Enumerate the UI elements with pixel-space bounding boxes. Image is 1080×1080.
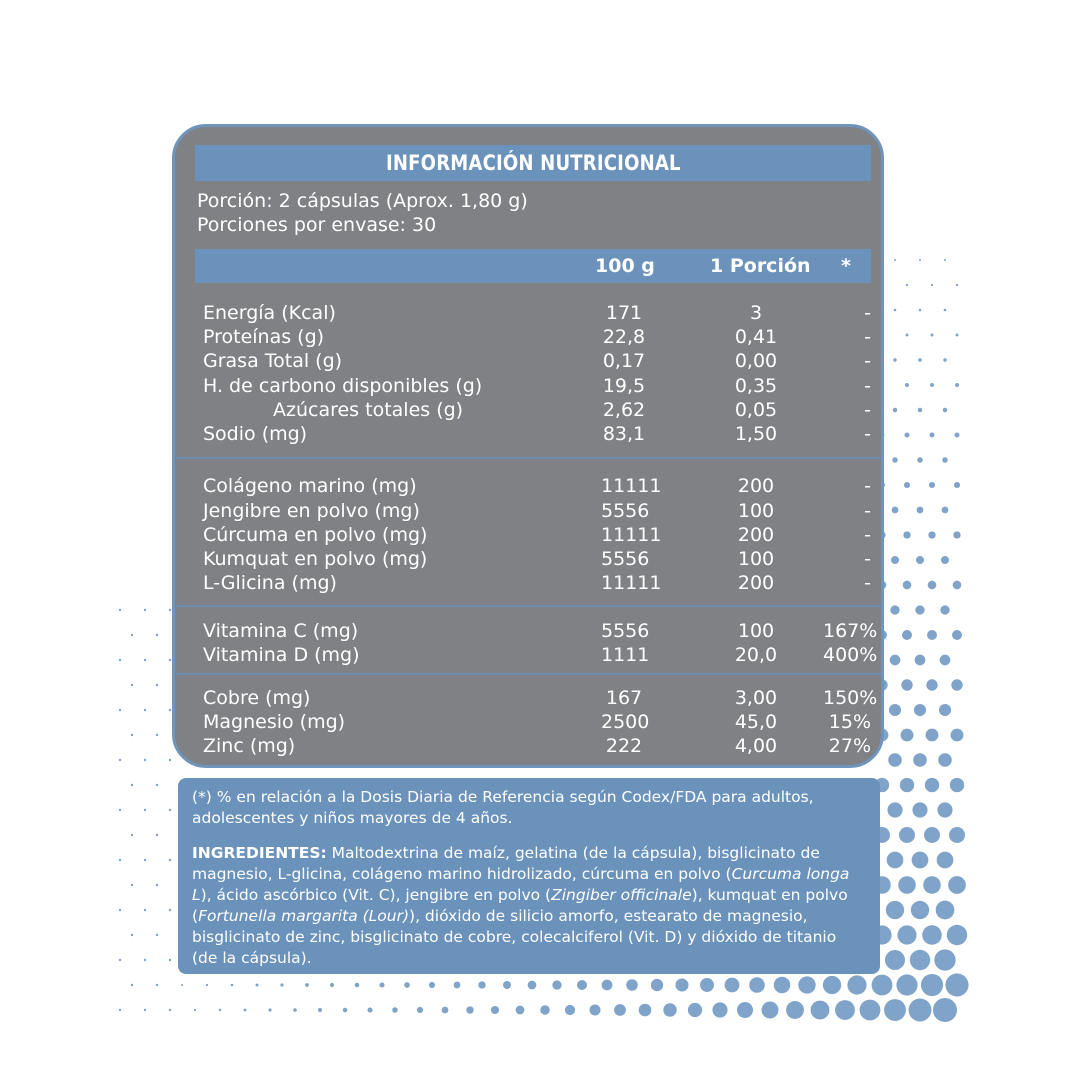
halftone-dot	[119, 609, 121, 611]
halftone-dot	[956, 284, 958, 286]
halftone-dot	[725, 978, 740, 993]
nutrient-name: Cúrcuma en polvo (mg)	[203, 524, 428, 546]
halftone-dot	[478, 981, 485, 988]
value-daily-percent: -	[864, 326, 871, 348]
halftone-dot	[119, 909, 121, 911]
halftone-dot	[503, 981, 511, 989]
halftone-dot	[910, 950, 930, 970]
section-divider	[175, 605, 884, 607]
halftone-dot	[930, 383, 934, 387]
halftone-dot	[925, 778, 939, 792]
halftone-dot	[890, 655, 901, 666]
halftone-dot	[330, 983, 334, 987]
halftone-dot	[918, 358, 921, 361]
table-row	[175, 710, 884, 734]
halftone-dot	[923, 876, 941, 894]
table-row	[175, 301, 884, 325]
halftone-dot	[169, 909, 171, 911]
value-per-100g: 11111	[601, 524, 662, 546]
ingredients-text: ), kumquat en polvo (	[192, 886, 848, 925]
table-header	[195, 249, 871, 283]
halftone-dot	[927, 630, 937, 640]
halftone-dot	[896, 974, 917, 995]
value-daily-percent: -	[864, 572, 871, 594]
halftone-dot	[903, 581, 912, 590]
halftone-dot	[156, 734, 158, 736]
halftone-dot	[675, 978, 688, 991]
halftone-dot	[131, 884, 133, 886]
halftone-dot	[169, 809, 171, 811]
value-daily-percent: 15%	[828, 711, 871, 733]
halftone-dot	[169, 859, 171, 861]
nutrient-name: H. de carbono disponibles (g)	[203, 375, 483, 397]
table-row	[175, 374, 884, 398]
table-row	[175, 619, 884, 643]
table-row	[175, 547, 884, 571]
halftone-dot	[144, 609, 146, 611]
value-daily-percent: 27%	[828, 735, 871, 757]
portion-info	[197, 189, 528, 237]
title-bar	[195, 145, 871, 181]
halftone-dot	[798, 976, 815, 993]
halftone-dot	[929, 482, 935, 488]
halftone-dot	[144, 809, 146, 811]
halftone-dot	[905, 383, 909, 387]
halftone-dot	[700, 978, 714, 992]
nutrient-name: Zinc (mg)	[203, 735, 296, 757]
halftone-dot	[131, 984, 133, 986]
halftone-dot	[922, 925, 942, 945]
halftone-dot	[939, 704, 951, 716]
nutrient-name: Kumquat en polvo (mg)	[203, 548, 428, 570]
halftone-dot	[892, 507, 899, 514]
halftone-dot	[688, 1003, 702, 1017]
halftone-dot	[552, 980, 561, 989]
halftone-dot	[893, 408, 897, 412]
halftone-dot	[156, 634, 158, 636]
halftone-dot	[156, 934, 158, 936]
halftone-dot	[952, 630, 962, 640]
value-daily-percent: -	[864, 475, 871, 497]
nutrient-name: Magnesio (mg)	[203, 711, 346, 733]
halftone-dot	[948, 876, 966, 894]
halftone-dot	[894, 309, 897, 312]
value-per-portion: 200	[737, 475, 775, 497]
nutrient-name: Colágeno marino (mg)	[203, 475, 417, 497]
halftone-dot	[280, 983, 283, 986]
value-per-100g: 222	[605, 735, 643, 757]
halftone-dot	[169, 959, 171, 961]
halftone-dot	[823, 976, 841, 994]
halftone-dot	[947, 925, 967, 945]
halftone-dot	[951, 729, 964, 742]
halftone-dot	[917, 457, 923, 463]
halftone-dot	[577, 980, 587, 990]
value-per-portion: 1,50	[734, 423, 778, 445]
halftone-dot	[919, 259, 921, 261]
halftone-dot	[119, 859, 121, 861]
value-per-portion: 20,0	[734, 644, 778, 666]
halftone-dot	[156, 984, 158, 986]
halftone-dot	[131, 934, 133, 936]
value-per-portion: 100	[737, 620, 775, 642]
halftone-dot	[913, 753, 927, 767]
halftone-dot	[206, 984, 208, 986]
value-per-portion: 100	[737, 548, 775, 570]
servings-per-container: Porciones por envase: 30	[197, 214, 437, 236]
halftone-dot	[901, 679, 912, 690]
halftone-dot	[893, 358, 896, 361]
value-daily-percent: 400%	[823, 644, 878, 666]
halftone-dot	[894, 259, 896, 261]
halftone-dot	[318, 1008, 322, 1012]
halftone-dot	[835, 1000, 855, 1020]
halftone-dot	[169, 659, 171, 661]
halftone-dot	[900, 778, 914, 792]
value-per-100g: 5556	[601, 500, 650, 522]
halftone-dot	[144, 959, 146, 961]
halftone-dot	[268, 1008, 271, 1011]
halftone-dot	[131, 784, 133, 786]
halftone-dot	[244, 1009, 247, 1012]
table-row	[175, 499, 884, 523]
halftone-dot	[898, 876, 916, 894]
halftone-dot	[892, 457, 898, 463]
nutrient-name: Cobre (mg)	[203, 687, 311, 709]
value-daily-percent: -	[864, 350, 871, 372]
halftone-dot	[737, 1002, 753, 1018]
table-row	[175, 474, 884, 498]
halftone-dot	[942, 507, 949, 514]
value-per-portion: 4,00	[734, 735, 778, 757]
table-row	[175, 422, 884, 446]
value-per-100g: 171	[605, 302, 643, 324]
ingredients	[192, 843, 866, 969]
value-per-portion: 0,05	[734, 399, 778, 421]
halftone-dot	[904, 482, 910, 488]
halftone-dot	[156, 834, 158, 836]
section-divider	[175, 457, 884, 459]
table-row	[175, 734, 884, 758]
halftone-dot	[651, 979, 663, 991]
nutrition-title: INFORMACIÓN NUTRICIONAL	[385, 151, 681, 175]
halftone-dot	[786, 1001, 804, 1019]
halftone-dot	[909, 999, 932, 1022]
value-daily-percent: 167%	[823, 620, 878, 642]
halftone-dot	[951, 679, 962, 690]
table-row	[175, 325, 884, 349]
halftone-dot	[540, 1005, 549, 1014]
halftone-dot	[663, 1003, 676, 1016]
halftone-dot	[955, 383, 959, 387]
halftone-dot	[144, 859, 146, 861]
halftone-dot	[905, 433, 910, 438]
ingredients-latin-name: Curcuma longa L	[192, 865, 850, 904]
halftone-dot	[955, 433, 960, 438]
halftone-dot	[144, 709, 146, 711]
halftone-dot	[897, 925, 916, 944]
value-per-portion: 200	[737, 572, 775, 594]
nutrient-name: Energía (Kcal)	[203, 302, 336, 324]
value-per-100g: 11111	[601, 475, 662, 497]
halftone-dot	[131, 734, 133, 736]
halftone-dot	[931, 284, 933, 286]
halftone-dot	[639, 1004, 652, 1017]
halftone-dot	[933, 998, 957, 1022]
halftone-dot	[902, 630, 912, 640]
halftone-dot	[293, 1008, 297, 1012]
nutrient-name: Jengibre en polvo (mg)	[203, 500, 420, 522]
halftone-dot	[712, 1002, 727, 1017]
halftone-dot	[119, 809, 121, 811]
halftone-dot	[915, 605, 924, 614]
halftone-dot	[943, 358, 946, 361]
ingredients-text: ), dióxido de silicio amorfo, estearato de magnesio, bisglicinato de zinc, bisglicinato de cobre, colecalciferol (Vit. D) y dióxido de titanio (de la cápsula).	[192, 907, 837, 967]
halftone-dot	[924, 827, 940, 843]
halftone-dot	[953, 581, 962, 590]
col-header-100g: 100 g	[595, 255, 655, 277]
halftone-dot	[404, 982, 410, 988]
halftone-dot	[774, 977, 790, 993]
halftone-dot	[930, 433, 935, 438]
value-daily-percent: -	[864, 524, 871, 546]
nutrient-name: Proteínas (g)	[203, 326, 325, 348]
halftone-dot	[169, 609, 171, 611]
halftone-dot	[231, 984, 234, 987]
halftone-dot	[944, 259, 946, 261]
value-per-100g: 2500	[601, 711, 650, 733]
halftone-dot	[392, 1007, 398, 1013]
col-header-portion: 1 Porción	[710, 255, 811, 277]
halftone-dot	[119, 1009, 121, 1011]
ingredients-label: INGREDIENTES:	[192, 844, 327, 862]
value-daily-percent: -	[864, 548, 871, 570]
halftone-dot	[169, 1009, 171, 1011]
value-daily-percent: -	[864, 500, 871, 522]
table-row	[175, 349, 884, 373]
value-per-100g: 167	[605, 687, 643, 709]
halftone-dot	[131, 834, 133, 836]
halftone-dot	[912, 852, 929, 869]
halftone-dot	[379, 982, 384, 987]
halftone-dot	[901, 729, 914, 742]
table-row	[175, 686, 884, 710]
footnote: (*) % en relación a la Dosis Diaria de Referencia según Codex/FDA para adultos, adolescentes y niños mayores de 4 años.	[192, 788, 814, 827]
halftone-dot	[949, 827, 965, 843]
halftone-dot	[931, 334, 934, 337]
halftone-dot	[937, 852, 954, 869]
halftone-dot	[940, 655, 951, 666]
table-row	[175, 643, 884, 667]
value-per-100g: 11111	[601, 572, 662, 594]
halftone-dot	[454, 982, 461, 989]
halftone-dot	[219, 1009, 221, 1011]
value-per-portion: 3	[749, 302, 763, 324]
halftone-dot	[890, 605, 899, 614]
halftone-dot	[602, 980, 613, 991]
halftone-dot	[919, 309, 922, 312]
halftone-dot	[884, 999, 906, 1021]
halftone-dot	[887, 802, 902, 817]
halftone-dot	[928, 531, 935, 538]
halftone-dot	[911, 901, 929, 919]
halftone-dot	[355, 983, 360, 988]
halftone-dot	[954, 482, 960, 488]
halftone-dot	[891, 556, 899, 564]
halftone-dot	[131, 684, 133, 686]
value-per-100g: 1111	[601, 644, 650, 666]
halftone-dot	[119, 959, 121, 961]
halftone-dot	[144, 909, 146, 911]
halftone-dot	[565, 1005, 575, 1015]
value-per-portion: 200	[737, 524, 775, 546]
halftone-dot	[590, 1005, 601, 1016]
halftone-dot	[144, 1009, 146, 1011]
halftone-dot	[944, 309, 947, 312]
halftone-dot	[491, 1006, 499, 1014]
halftone-dot	[921, 974, 943, 996]
halftone-dot	[937, 802, 952, 817]
value-daily-percent: 150%	[823, 687, 878, 709]
nutrient-name: Azúcares totales (g)	[273, 399, 464, 421]
table-row	[175, 571, 884, 595]
value-daily-percent: -	[864, 302, 871, 324]
ingredients-latin-name: Fortunella margarita (Lour)	[198, 907, 410, 925]
halftone-dot	[466, 1006, 473, 1013]
halftone-dot	[367, 1007, 372, 1012]
halftone-dot	[936, 901, 955, 920]
halftone-dot	[626, 979, 638, 991]
col-header-daily-value: *	[841, 255, 851, 277]
halftone-dot	[899, 827, 915, 843]
halftone-dot	[906, 334, 909, 337]
halftone-dot	[144, 759, 146, 761]
ingredients-text: ), ácido ascórbico (Vit. C), jengibre en polvo (	[200, 886, 552, 904]
halftone-dot	[762, 1002, 779, 1019]
halftone-dot	[889, 704, 901, 716]
nutrient-name: Vitamina D (mg)	[203, 644, 360, 666]
value-daily-percent: -	[864, 399, 871, 421]
value-per-100g: 19,5	[602, 375, 646, 397]
halftone-dot	[131, 634, 133, 636]
value-per-portion: 100	[737, 500, 775, 522]
halftone-dot	[811, 1001, 830, 1020]
portion-size: Porción: 2 cápsulas (Aprox. 1,80 g)	[197, 190, 528, 212]
halftone-dot	[941, 556, 949, 564]
nutrient-name: Grasa Total (g)	[203, 350, 343, 372]
halftone-dot	[119, 709, 121, 711]
halftone-dot	[119, 759, 121, 761]
value-per-100g: 22,8	[602, 326, 646, 348]
halftone-dot	[169, 759, 171, 761]
halftone-dot	[918, 408, 922, 412]
halftone-dot	[194, 1009, 196, 1011]
value-per-100g: 0,17	[602, 350, 646, 372]
halftone-dot	[950, 778, 964, 792]
halftone-dot	[528, 981, 537, 990]
value-per-100g: 5556	[601, 620, 650, 642]
halftone-dot	[956, 334, 959, 337]
ingredients-latin-name: Zingiber officinale	[551, 886, 692, 904]
halftone-dot	[917, 507, 924, 514]
halftone-dot	[942, 457, 948, 463]
halftone-dot	[886, 901, 904, 919]
value-per-portion: 45,0	[734, 711, 778, 733]
nutrient-name: L-Glicina (mg)	[203, 572, 337, 594]
value-daily-percent: -	[864, 375, 871, 397]
table-row	[175, 523, 884, 547]
halftone-dot	[945, 973, 968, 996]
halftone-dot	[906, 284, 908, 286]
value-per-100g: 83,1	[602, 423, 646, 445]
halftone-dot	[256, 984, 259, 987]
halftone-dot	[749, 977, 765, 993]
halftone-dot	[903, 531, 910, 538]
halftone-dot	[614, 1004, 626, 1016]
halftone-dot	[305, 983, 309, 987]
value-daily-percent: -	[864, 423, 871, 445]
nutrition-panel	[172, 124, 884, 768]
halftone-dot	[516, 1006, 525, 1015]
nutrient-name: Sodio (mg)	[203, 423, 308, 445]
value-per-portion: 0,00	[734, 350, 778, 372]
halftone-dot	[916, 556, 924, 564]
halftone-dot	[144, 659, 146, 661]
halftone-dot	[847, 975, 866, 994]
halftone-dot	[887, 852, 904, 869]
halftone-dot	[156, 884, 158, 886]
value-per-portion: 0,41	[734, 326, 778, 348]
halftone-dot	[156, 684, 158, 686]
notes-box	[178, 778, 880, 974]
halftone-dot	[940, 605, 949, 614]
halftone-dot	[169, 709, 171, 711]
halftone-dot	[181, 984, 183, 986]
nutrient-name: Vitamina C (mg)	[203, 620, 359, 642]
section-divider	[175, 673, 884, 675]
value-per-portion: 0,35	[734, 375, 778, 397]
halftone-dot	[119, 659, 121, 661]
halftone-dot	[953, 531, 960, 538]
halftone-dot	[928, 581, 937, 590]
halftone-dot	[442, 1007, 449, 1014]
halftone-dot	[860, 1000, 881, 1021]
ingredients-text: Maltodextrina de maíz, gelatina (de la cápsula), bisglicinato de magnesio, L-glicina, colágeno marino hidrolizado, cúrcuma en polvo (	[192, 844, 820, 883]
halftone-dot	[885, 950, 905, 970]
halftone-dot	[926, 729, 939, 742]
halftone-dot	[926, 679, 937, 690]
halftone-dot	[934, 949, 955, 970]
halftone-dot	[343, 1008, 348, 1013]
halftone-dot	[912, 802, 927, 817]
halftone-dot	[429, 982, 435, 988]
value-per-portion: 3,00	[734, 687, 778, 709]
value-per-100g: 2,62	[602, 399, 646, 421]
halftone-dot	[417, 1007, 423, 1013]
halftone-dot	[943, 408, 947, 412]
value-per-100g: 5556	[601, 548, 650, 570]
halftone-dot	[156, 784, 158, 786]
halftone-dot	[938, 753, 952, 767]
halftone-dot	[914, 704, 926, 716]
halftone-dot	[888, 753, 902, 767]
halftone-dot	[915, 655, 926, 666]
halftone-dot	[872, 975, 893, 996]
table-row	[175, 398, 884, 422]
